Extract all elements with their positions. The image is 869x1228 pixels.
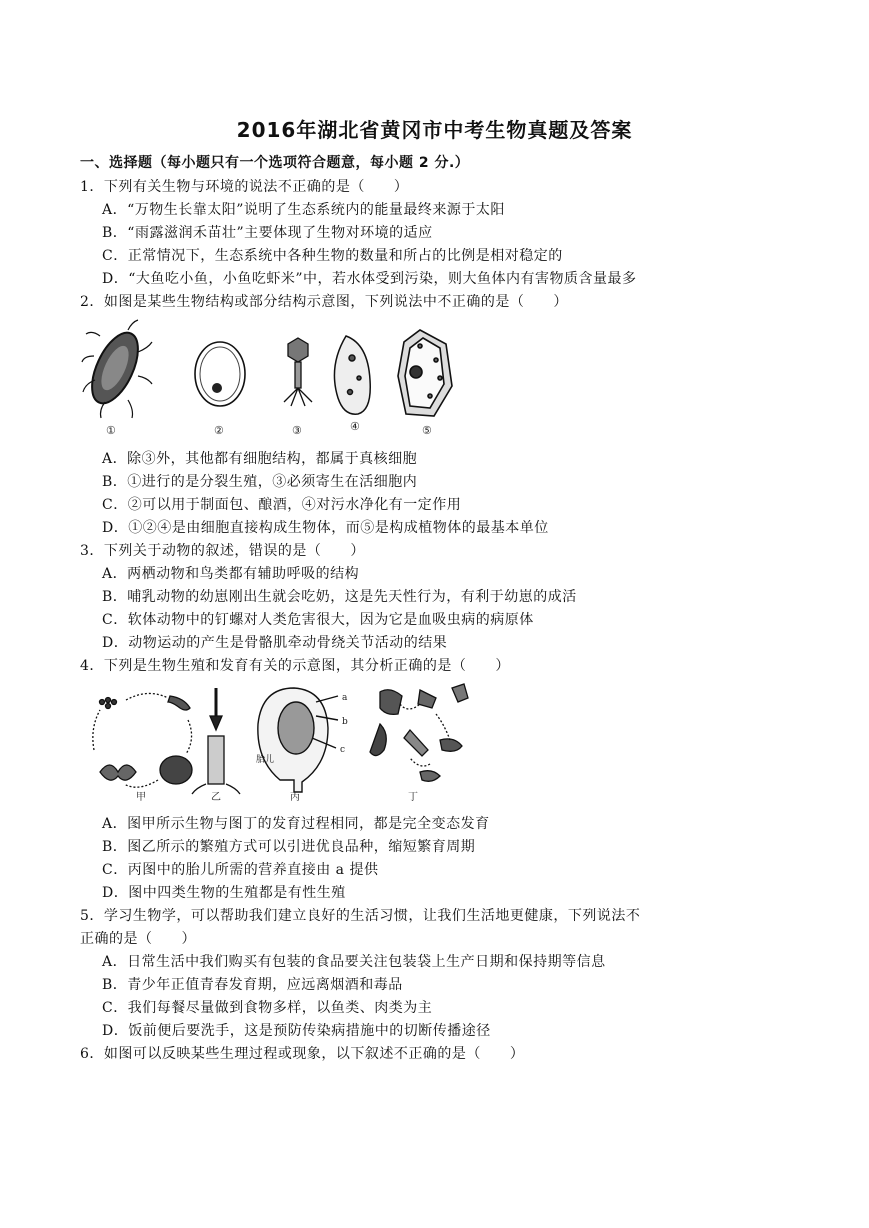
yeast-drawing	[195, 342, 245, 406]
fetus-label-c: c	[340, 745, 346, 755]
question-4-option-b: B．图乙所示的繁殖方式可以引进优良品种，缩短繁育周期	[102, 839, 476, 855]
plant-cell-drawing	[398, 330, 452, 416]
question-5-option-c: C．我们每餐尽量做到食物多样，以鱼类、肉类为主	[102, 1000, 433, 1016]
fetus-drawing	[258, 688, 338, 792]
question-5-stem-line2: 正确的是（ ）	[80, 931, 196, 947]
question-3-option-b: B．哺乳动物的幼崽刚出生就会吃奶，这是先天性行为，有利于幼崽的成活	[102, 589, 577, 605]
question-5-option-d: D．饭前便后要洗手，这是预防传染病措施中的切断传播途径	[102, 1023, 491, 1039]
figure-label-5: ⑤	[422, 424, 432, 437]
virus-drawing	[284, 338, 312, 406]
question-2-figure	[80, 316, 460, 442]
question-4-option-a: A．图甲所示生物与图丁的发育过程相同，都是完全变态发育	[102, 816, 490, 832]
reproduction-diagram	[80, 680, 480, 808]
fetus-label-a: a	[342, 693, 348, 703]
page-title: 2016年湖北省黄冈市中考生物真题及答案	[236, 118, 633, 142]
figure-label-3: ③	[292, 424, 302, 437]
question-2-stem: 2．如图是某些生物结构或部分结构示意图，下列说法中不正确的是（ ）	[80, 294, 568, 310]
figure-label-2: ②	[214, 424, 224, 437]
question-1-option-c: C．正常情况下，生态系统中各种生物的数量和所占的比例是相对稳定的	[102, 248, 563, 264]
figure-label-4: ④	[350, 420, 360, 433]
question-4-option-d: D．图中四类生物的生殖都是有性生殖	[102, 885, 346, 901]
question-5-option-a: A．日常生活中我们购买有包装的食品要关注包装袋上生产日期和保持期等信息	[102, 954, 606, 970]
grafting-drawing	[192, 688, 240, 794]
question-1-option-b: B．“雨露滋润禾苗壮”主要体现了生物对环境的适应	[102, 225, 433, 241]
section-heading: 一、选择题（每小题只有一个选项符合题意，每小题 2 分.）	[80, 155, 470, 171]
question-3-stem: 3．下列关于动物的叙述，错误的是（ ）	[80, 543, 365, 559]
question-3-option-a: A．两栖动物和鸟类都有辅助呼吸的结构	[102, 566, 360, 582]
question-4-figure	[80, 680, 480, 808]
question-2-option-b: B．①进行的是分裂生殖，③必须寄生在活细胞内	[102, 474, 418, 490]
question-1-stem: 1．下列有关生物与环境的说法不正确的是（ ）	[80, 179, 409, 195]
figure-label-yi: 乙	[211, 792, 221, 803]
question-4-stem: 4．下列是生物生殖和发育有关的示意图，其分析正确的是（ ）	[80, 658, 510, 674]
question-1-option-d: D．“大鱼吃小鱼，小鱼吃虾米”中，若水体受到污染，则大鱼体内有害物质含量最多	[102, 271, 637, 287]
insect-development-drawing	[370, 684, 468, 781]
butterfly-cycle-drawing	[93, 693, 192, 787]
question-2-option-d: D．①②④是由细胞直接构成生物体，而⑤是构成植物体的最基本单位	[102, 520, 549, 536]
paramecium-drawing	[334, 336, 370, 414]
bacterium-drawing	[82, 320, 152, 418]
cells-diagram	[80, 316, 460, 442]
question-2-option-a: A．除③外，其他都有细胞结构，都属于真核细胞	[102, 451, 418, 467]
figure-label-1: ①	[106, 424, 116, 437]
fetus-label-b: b	[342, 717, 348, 727]
question-1-option-a: A．“万物生长靠太阳”说明了生态系统内的能量最终来源于太阳	[102, 202, 505, 218]
figure-label-bing: 丙	[290, 792, 300, 803]
question-3-option-d: D．动物运动的产生是骨骼肌牵动骨绕关节活动的结果	[102, 635, 448, 651]
question-5-option-b: B．青少年正值青春发育期，应远离烟酒和毒品	[102, 977, 403, 993]
question-5-stem-line1: 5．学习生物学，可以帮助我们建立良好的生活习惯，让我们生活地更健康，下列说法不	[80, 908, 641, 924]
fetus-label-fetus: 胎儿	[256, 755, 275, 765]
question-3-option-c: C．软体动物中的钉螺对人类危害很大，因为它是血吸虫病的病原体	[102, 612, 534, 628]
figure-label-ding: 丁	[408, 792, 418, 803]
question-6-stem: 6．如图可以反映某些生理过程或现象，以下叙述不正确的是（ ）	[80, 1046, 525, 1062]
question-4-option-c: C．丙图中的胎儿所需的营养直接由 a 提供	[102, 862, 379, 878]
question-2-option-c: C．②可以用于制面包、酿酒，④对污水净化有一定作用	[102, 497, 462, 513]
figure-label-jia: 甲	[136, 792, 146, 803]
